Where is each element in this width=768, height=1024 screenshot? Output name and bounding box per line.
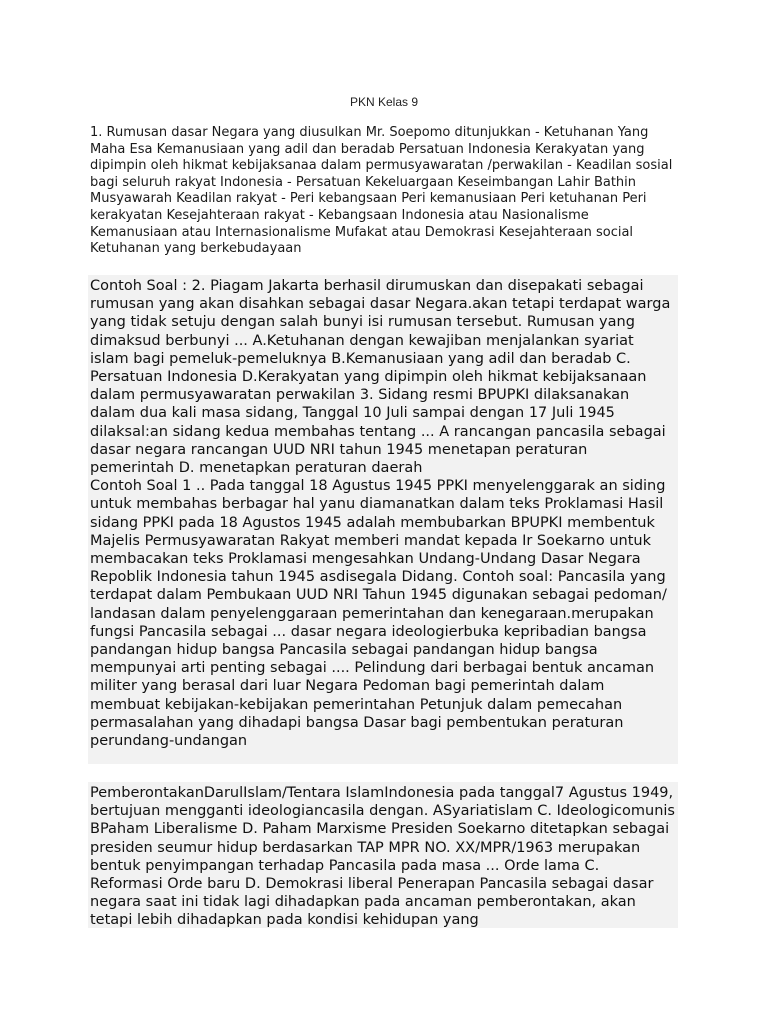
page-title: PKN Kelas 9 <box>349 95 419 109</box>
paragraph-rumusan-dasar-negara: 1. Rumusan dasar Negara yang diusulkan Mr. Soepomo ditunjukkan - Ketuhanan Yang Maha Esa Kemanusiaan yang adil dan beradab Persatuan Indonesia Kerakyatan yang dipimpin oleh hikmat kebijaksanaa dalam permusyawaratan /perwakilan - Keadilan sosial bagi seluruh rakyat Indonesia - Persatuan Kekeluargaan Keseimbangan Lahir Bathin Musyawarah Keadilan rakyat - Peri kebangsaan Peri kemanusiaan Peri ketuhanan Peri kerakyatan Kesejahteraan rakyat - Kebangsaan Indonesia atau Nasionalisme Kemanusiaan atau Internasionalisme Mufakat atau Demokrasi Kesejahteraan social Ketuhanan yang berkebudayaan <box>90 125 673 257</box>
highlighted-block-contoh-soal <box>88 275 678 764</box>
pemberontakan-text: PemberontakanDarulIslam/Tentara IslamIndonesia pada tanggal7 Agustus 1949, bertujuan mengganti ideologiancasila dengan. ASyariatislam C. Ideologicomunis BPaham Liberalisme D. Paham Marxisme Presiden Soekarno ditetapkan sebagai presiden seumur hidup berdasarkan TAP MPR NO. XX/MPR/1963 merupakan bentuk penyimpangan terhadap Pancasila pada masa ... Orde lama C. Reformasi Orde baru D. Demokrasi liberal Penerapan Pancasila sebagai dasar negara saat ini tidak lagi dihadapkan pada ancaman pemberontakan, akan tetapi lebih dihadapkan pada kondisi kehidupan yang <box>90 785 675 929</box>
contoh-soal-1-text: Contoh Soal 1 .. Pada tanggal 18 Agustus 1945 PPKI menyelenggarak an siding untuk membahas berbagar hal yanu diamanatkan dalam teks Proklamasi Hasil sidang PPKI pada 18 Agustos 1945 adalah membubarkan BPUPKI membentuk Majelis Permusyawaratan Rakyat memberi mandat kepada Ir Soekarno untuk membacakan teks Proklamasi mengesahkan Undang-Undang Dasar Negara Repoblik Indonesia tahun 1945 asdisegala Didang. Contoh soal: Pancasila yang terdapat dalam Pembukaan UUD NRI Tahun 1945 digunakan sebagai pedoman/ landasan dalam penyelenggaraan pemerintahan dan kenegaraan.merupakan fungsi Pancasila sebagai ... dasar negara ideologierbuka kepribadian bangsa pandangan hidup bangsa Pancasila sebagai pandangan hidup bangsa mempunyai arti penting sebagai .... Pelindung dari berbagai bentuk ancaman militer yang berasal dari luar Negara Pedoman bagi pemerintah dalam membuat kebijakan-kebijakan pemerintahan Petunjuk dalam pemecahan permasalahan yang dihadapi bangsa Dasar bagi pembentukan peraturan perundang-undangan <box>90 478 667 750</box>
highlighted-block-pemberontakan <box>88 782 678 928</box>
contoh-soal-2-text: Contoh Soal : 2. Piagam Jakarta berhasil dirumuskan dan disepakati sebagai rumusan yang akan disahkan sebagai dasar Negara.akan tetapi terdapat warga yang tidak setuju dengan salah bunyi isi rumusan tersebut. Rumusan yang dimaksud berbunyi ... A.Ketuhanan dengan kewajiban menjalankan syariat islam bagi pemeluk-pemeluknya B.Kemanusiaan yang adil dan beradab C. Persatuan Indonesia D.Kerakyatan yang dipimpin oleh hikmat kebijaksanaan dalam permusyawaratan perwakilan 3. Sidang resmi BPUPKI dilaksanakan dalam dua kali masa sidang, Tanggal 10 Juli sampai dengan 17 Juli 1945 dilaksal:an sidang kedua membahas tentang ... A rancangan pancasila sebagai dasar negara rancangan UUD NRI tahun 1945 menetapan peraturan pemerintah D. menetapkan peraturan daerah <box>90 278 671 477</box>
